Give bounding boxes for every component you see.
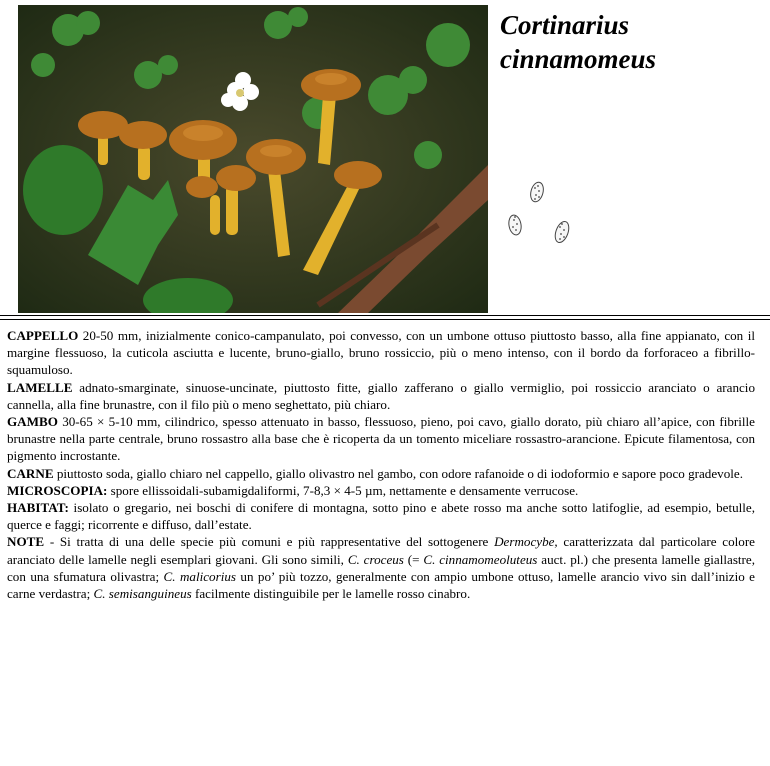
- label-gambo: GAMBO: [7, 414, 58, 430]
- note-text-4: auct. pl.) che presenta lamelle giallastre, con una sfumatura olivastra;: [7, 551, 755, 584]
- section-cappello: [7, 327, 755, 379]
- mushroom-photo: [18, 5, 488, 313]
- note-text-1: - Si tratta di una delle specie più comuni e più rappresentative del sottogenere: [44, 534, 495, 550]
- text-gambo: 30-65 × 5-10 mm, cilindrico, spesso attenuato in basso, flessuoso, pieno, poi cavo, giallo dorato, più chiaro all’apice, con fibrille brunastre nella parte centrale, bruno rossastro alla base che è ricoperta da un tomento miceliare rossastro-arancione. Epicute filamentosa, con pigmento incrostante.: [7, 414, 755, 464]
- note-text-3: (=: [403, 551, 424, 567]
- label-habitat: HABITAT:: [7, 500, 69, 516]
- note-text-6: facilmente distinguibile per le lamelle rosso cinabro.: [191, 586, 471, 602]
- text-habitat: isolato o gregario, nei boschi di conifere di montagna, sotto pino e abete rosso ma anche sotto latifoglie, ad esempio, betulle, querce e faggi; ricorrente e diffuso, dall’estate.: [7, 500, 755, 533]
- note-italic-1: Dermocybe,: [494, 534, 558, 550]
- label-note: NOTE: [7, 534, 45, 550]
- section-divider: [0, 315, 770, 320]
- description-body: [7, 327, 755, 602]
- spore-drawing: [500, 175, 580, 255]
- section-habitat: [7, 499, 755, 533]
- note-italic-4: C. malicorius: [163, 568, 236, 584]
- note-text-2: caratterizzata dal particolare colore aranciato delle lamelle negli esemplari giovani. Gli sono simili,: [7, 534, 755, 567]
- text-microscopia: spore ellissoidali-subamigdaliformi, 7-8,3 × 4-5 µm, nettamente e densamente verrucose.: [107, 482, 579, 498]
- species-title: [500, 8, 760, 76]
- text-carne: piuttosto soda, giallo chiaro nel cappello, giallo olivastro nel gambo, con odore rafanoide o di iodoformio e sapore poco gradevole.: [53, 465, 743, 481]
- text-lamelle: adnato-smarginate, sinuose-uncinate, piuttosto fitte, giallo zafferano o giallo vermiglio, poi rossiccio aranciato o arancio cannella, alla fine brunastre, con il filo più o meno seghettato, più chiaro.: [7, 379, 755, 412]
- label-microscopia: MICROSCOPIA:: [7, 482, 108, 498]
- label-lamelle: LAMELLE: [7, 379, 73, 395]
- text-cappello: 20-50 mm, inizialmente conico-campanulato, poi convesso, con un umbone ottuso piuttosto basso, alla fine appianato, con il margine flessuoso, la cuticola asciutta e lucente, bruno-giallo, bruno rossiccio, più o meno intenso, con il bordo da forforaceo a fibrillo-squamuloso.: [7, 328, 755, 378]
- label-carne: CARNE: [7, 465, 54, 481]
- title-species: cinnamomeus: [500, 44, 657, 74]
- note-text-5: un po’ più tozzo, generalmente con ampio umbone ottuso, lamelle arancio vivo sin dall’inizio e carne verdastra;: [7, 568, 755, 602]
- section-lamelle: [7, 379, 755, 413]
- note-italic-3: C. cinnamomeoluteus: [423, 551, 538, 567]
- note-italic-2: C. croceus: [347, 551, 404, 567]
- section-note: [7, 533, 755, 602]
- title-genus: Cortinarius: [500, 10, 630, 40]
- note-italic-5: C. semisanguineus: [93, 586, 192, 602]
- label-cappello: CAPPELLO: [7, 328, 79, 343]
- section-microscopia: [7, 482, 755, 499]
- section-gambo: [7, 413, 755, 465]
- mushroom-photo-illustration: [18, 5, 488, 313]
- section-carne: [7, 465, 755, 482]
